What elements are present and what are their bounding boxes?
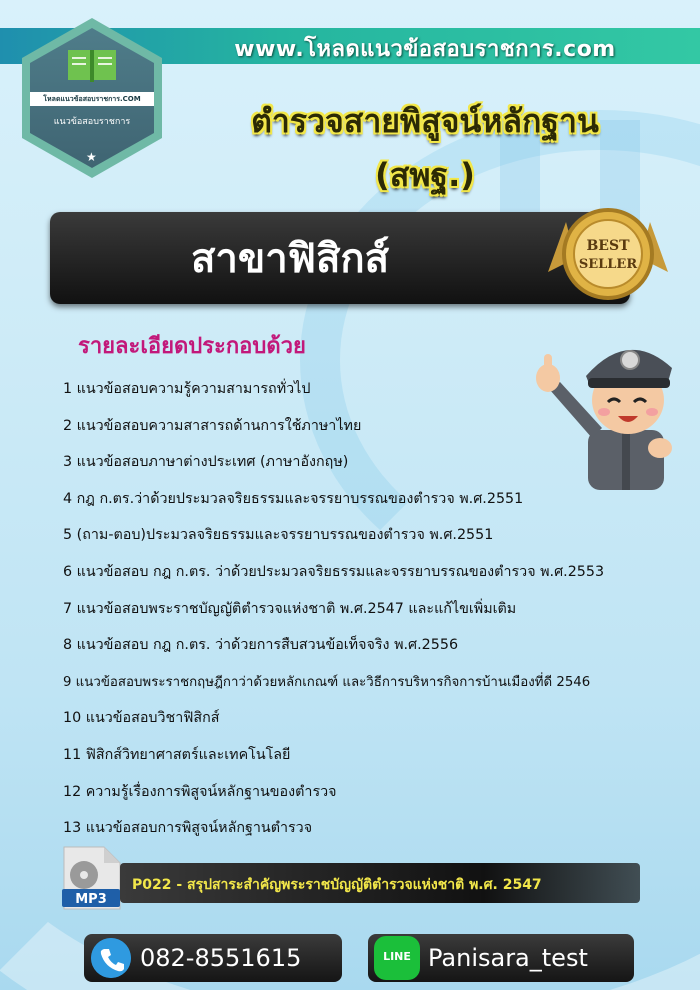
line-icon <box>374 936 420 980</box>
book-icon <box>66 46 118 86</box>
list-item: 6 แนวข้อสอบ กฎ ก.ตร. ว่าด้วยประมวลจริยธรรมและจรรยาบรรณของตำรวจ พ.ศ.2553 <box>63 563 605 580</box>
mp3-title: P022 - สรุปสาระสำคัญพระราชบัญญัติตำรวจแห่งชาติ พ.ศ. 2547 <box>132 877 542 893</box>
phone-icon <box>91 938 131 978</box>
phone-number[interactable]: 082-8551615 <box>140 944 302 972</box>
mp3-icon <box>58 845 124 911</box>
list-item: 13 แนวข้อสอบการพิสูจน์หลักฐานตำรวจ <box>63 820 313 837</box>
list-item: 12 ความรู้เรื่องการพิสูจน์หลักฐานของตำรวจ <box>63 783 337 800</box>
list-item: 9 แนวข้อสอบพระราชกฤษฎีกาว่าด้วยหลักเกณฑ์ และวิธีการบริหารกิจการบ้านเมืองที่ดี 2546 <box>63 674 591 690</box>
star-icon: ★ <box>86 150 97 164</box>
mp3-label: MP3 <box>75 892 107 907</box>
best-seller-badge <box>548 202 668 312</box>
list-item: 3 แนวข้อสอบภาษาต่างประเทศ (ภาษาอังกฤษ) <box>63 454 349 471</box>
list-item: 8 แนวข้อสอบ กฎ ก.ตร. ว่าด้วยการสืบสวนข้อเท็จจริง พ.ศ.2556 <box>63 637 459 654</box>
list-item: 2 แนวข้อสอบความสาสารถด้านการใช้ภาษาไทย <box>63 417 362 434</box>
logo-band-text: โหลดแนวข้อสอบราชการ.COM <box>30 92 154 106</box>
list-item: 1 แนวข้อสอบความรู้ความสามารถทั่วไป <box>63 381 311 397</box>
line-id[interactable]: Panisara_test <box>428 944 588 972</box>
page-title: ตำรวจสายพิสูจน์หลักฐาน <box>251 102 599 140</box>
section-heading: รายละเอียดประกอบด้วย <box>78 334 306 359</box>
badge-line2: SELLER <box>578 257 638 272</box>
badge-line1: BEST <box>586 238 630 254</box>
branch-label: สาขาฟิสิกส์ <box>190 236 390 282</box>
list-item: 4 กฎ ก.ตร.ว่าด้วยประมวลจริยธรรมและจรรยาบรรณของตำรวจ พ.ศ.2551 <box>63 490 524 507</box>
list-item: 7 แนวข้อสอบพระราชบัญญัติตำรวจแห่งชาติ พ.ศ.2547 และแก้ไขเพิ่มเติม <box>63 600 517 617</box>
site-url[interactable]: www.โหลดแนวข้อสอบราชการ.com <box>234 37 616 62</box>
list-item: 11 ฟิสิกส์วิทยาศาสตร์และเทคโนโลยี <box>63 746 291 763</box>
list-item: 10 แนวข้อสอบวิชาฟิสิกส์ <box>63 710 220 727</box>
line-icon-label: LINE <box>383 950 411 963</box>
list-item: 5 (ถาม-ตอบ)ประมวลจริยธรรมและจรรยาบรรณของตำรวจ พ.ศ.2551 <box>63 527 494 544</box>
police-mascot-illustration <box>530 320 680 490</box>
page-subtitle: (สพฐ.) <box>375 156 475 194</box>
logo-subtitle: แนวข้อสอบราชการ <box>53 117 131 127</box>
